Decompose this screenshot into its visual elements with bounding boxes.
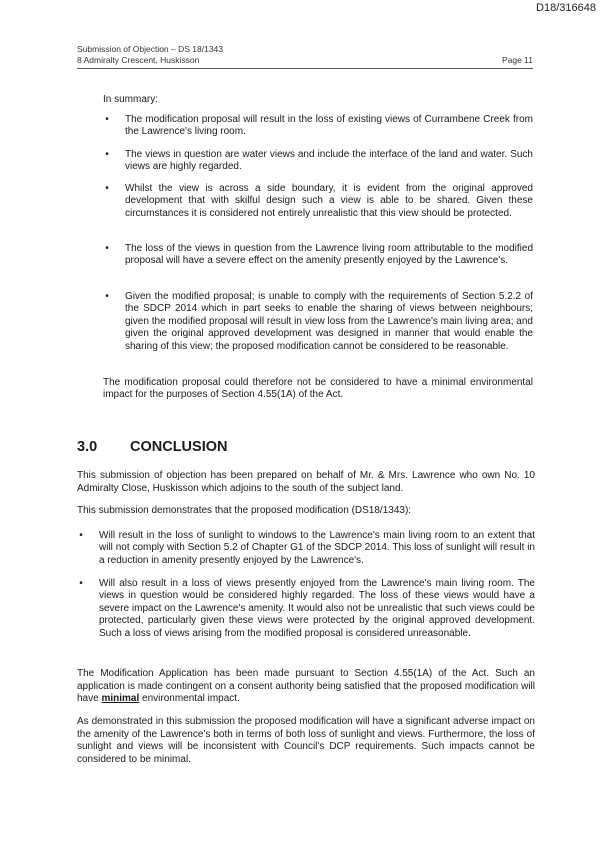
summary-bullet	[103, 183, 533, 235]
bullet-icon: •	[105, 243, 109, 254]
section-heading	[77, 439, 227, 455]
summary-bullet-text: The views in question are water views and include the interface of the land and water. Such views are highly regarded.	[125, 149, 533, 173]
header-address: 8 Admiralty Crescent, Huskisson	[77, 55, 200, 65]
conclusion-bullet	[77, 578, 535, 654]
bullet-icon: •	[105, 114, 109, 125]
section-number: 3.0	[77, 439, 98, 455]
conclusion-paragraph: As demonstrated in this submission the proposed modification will have a significant adverse impact on the amenity of the Lawrence's both in terms of both loss of sunlight and views. Furthermore, the loss of sunlight and views will be inconsistent with Council's DCP requirements. Such impacts cannot be considered to be minimal.	[77, 716, 535, 765]
page-header	[77, 44, 533, 66]
bullet-icon: •	[105, 291, 109, 302]
document-reference: D18/316648	[536, 2, 596, 14]
conclusion-paragraph	[77, 668, 535, 706]
summary-bullet-text: The loss of the views in question from the Lawrence living room attributable to the modified proposal will have a severe effect on the amenity presently enjoyed by the Lawrence's.	[125, 243, 533, 267]
conclusion-paragraph: This submission demonstrates that the proposed modification (DS18/1343):	[77, 505, 412, 516]
bullet-icon: •	[105, 149, 109, 160]
summary-bullet-text: The modification proposal will result in the loss of existing views of Currambene Creek from the Lawrence's living room.	[125, 114, 533, 138]
conclusion-paragraph: This submission of objection has been prepared on behalf of Mr. & Mrs. Lawrence who own No. 10 Admiralty Close, Huskisson which adjoins to the south of the subject land.	[77, 470, 535, 494]
bullet-icon: •	[79, 578, 83, 589]
summary-bullet-text: Given the modified proposal; is unable to comply with the requirements of Section 5.2.2 of the SDCP 2014 which in part seeks to enable the sharing of views between neighbours; given the modified proposal will result in view loss from the Lawrence's main living area; and given the original approved development was designed in manner that would enable the sharing of this view; the proposed modification cannot be considered to be reasonable.	[125, 291, 533, 352]
summary-bullet	[103, 243, 533, 283]
conclusion-bullet-text: Will result in the loss of sunlight to windows to the Lawrence's main living room to an extent that will not comply with Section 5.2 of Chapter G1 of the SDCP 2014. This loss of sunlight will result in a reduction in amenity presently enjoyed by the Lawrence's.	[99, 530, 535, 566]
summary-bullet	[103, 291, 533, 366]
bullet-icon: •	[79, 530, 83, 541]
summary-bullet-text: Whilst the view is across a side boundary, it is evident from the original approved development that with skilful design such a view is able to be shared. Given these circumstances it is considered not entirely unrealistic that this view should be protected.	[125, 183, 533, 219]
summary-closing: The modification proposal could therefore not be considered to have a minimal environmental impact for the purposes of Section 4.55(1A) of the Act.	[103, 377, 533, 401]
header-rule	[77, 68, 533, 69]
conclusion-bullet	[77, 530, 535, 570]
summary-bullet	[103, 149, 533, 175]
page-number: Page 11	[501, 55, 533, 65]
conclusion-bullet-text: Will also result in a loss of views presently enjoyed from the Lawrence's main living room. The views in question would be considered highly regarded. The loss of these views would have a severe impact on the Lawrence's amenity. It would also not be unrealistic that such views could be protected, particularly given these views were protected by the original approved development. Such a loss of views arising from the modified proposal is considered unreasonable.	[99, 578, 535, 639]
emphasis-minimal: minimal	[101, 693, 140, 704]
summary-title: In summary:	[103, 94, 159, 105]
paragraph-text-end: environmental impact.	[139, 693, 240, 704]
bullet-icon: •	[105, 183, 109, 194]
paragraph-text-start: The Modification Application has been made pursuant to Section 4.55(1A) of the Act. Such an application is made contingent on a consent authority being satisfied that the proposed modification will have	[77, 668, 535, 704]
summary-bullet	[103, 114, 533, 140]
section-title: CONCLUSION	[130, 439, 228, 455]
header-title: Submission of Objection – DS 18/1343	[77, 44, 224, 54]
